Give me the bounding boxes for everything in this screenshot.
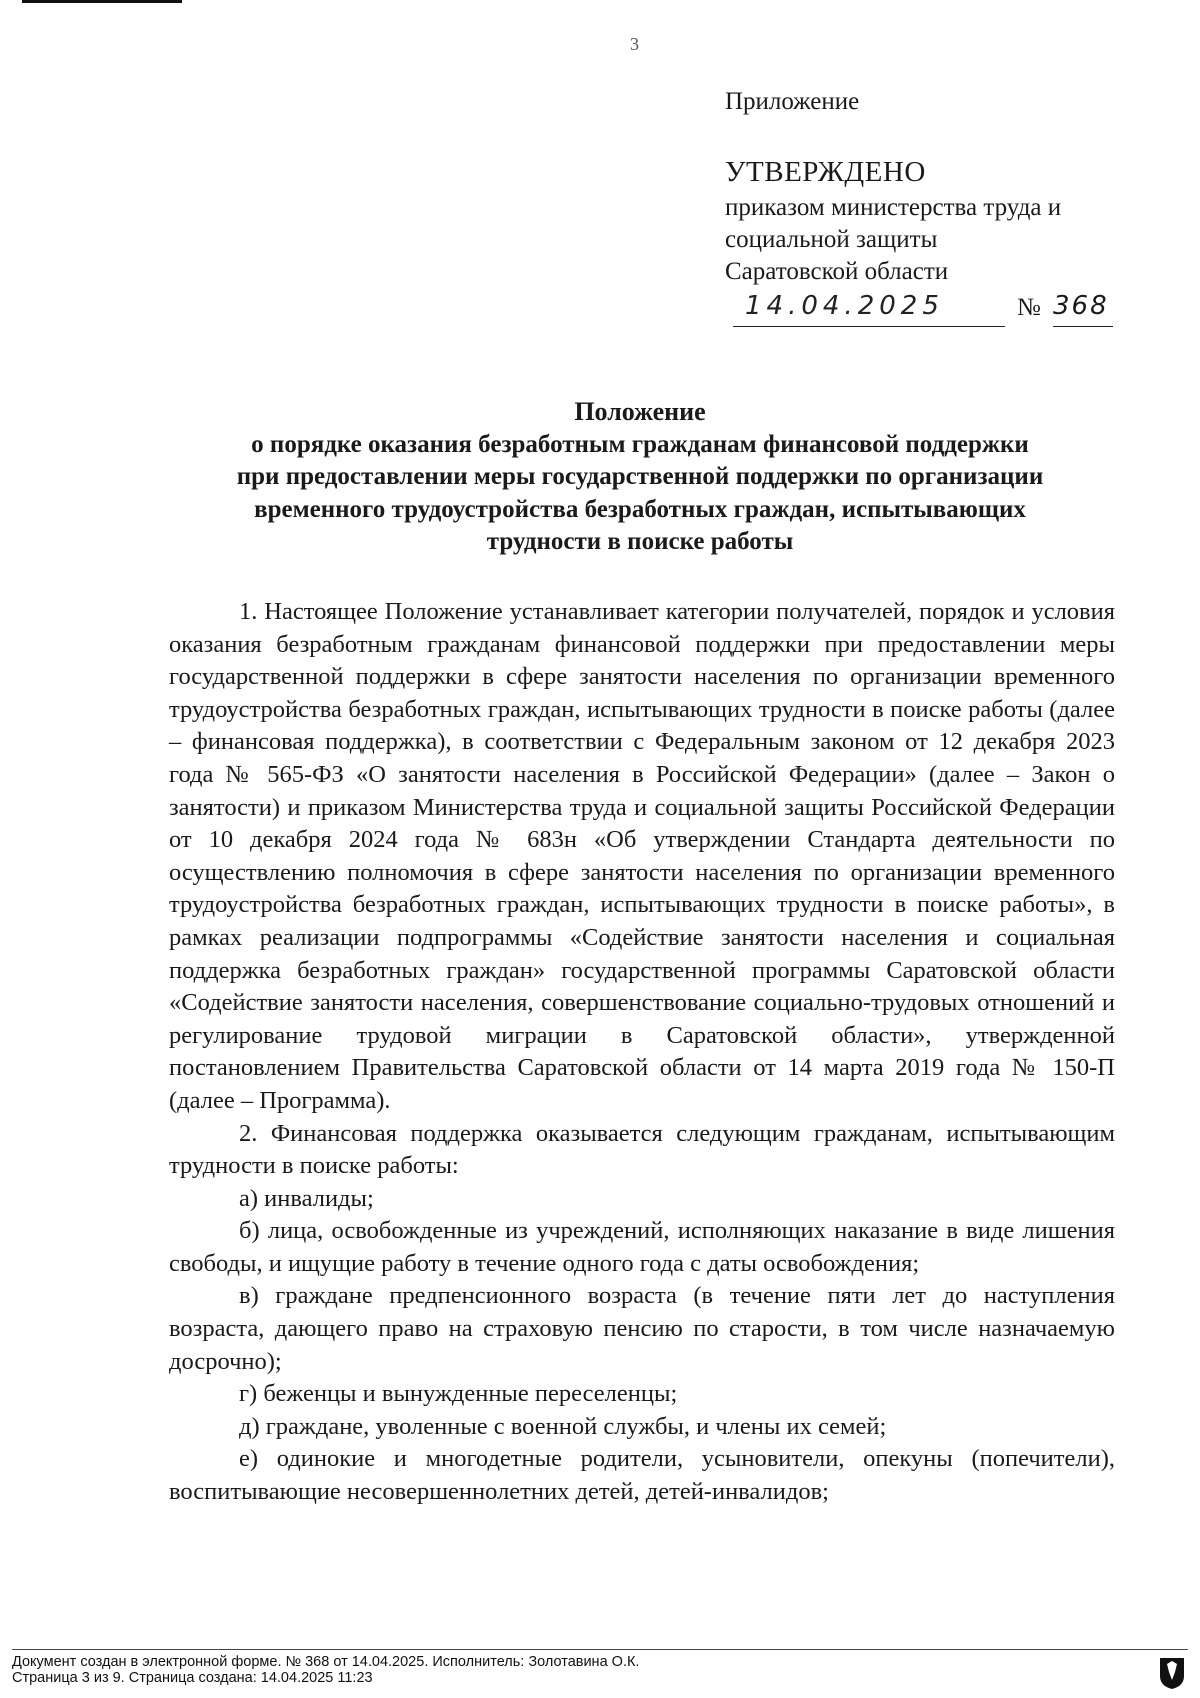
order-number-handwritten: 368 xyxy=(1053,290,1113,327)
footer-line: Документ создан в электронной форме. № 368 от 14.04.2025. Исполнитель: Золотавина О.К. xyxy=(12,1654,640,1670)
list-item: б) лица, освобожденные из учреждений, исполняющих наказание в виде лишения свободы, и ищущие работу в течение одного года с даты освобождения; xyxy=(169,1217,1115,1277)
title-line: при предоставлении меры государственной поддержки по организации xyxy=(236,463,1044,490)
order-signature-row xyxy=(725,290,1165,330)
title-line: временного трудоустройства безработных граждан, испытывающих xyxy=(254,495,1026,523)
list-item: е) одинокие и многодетные родители, усыновители, опекуны (попечители), воспитывающие несовершеннолетних детей, детей-инвалидов; xyxy=(169,1445,1115,1506)
paragraph: 2. Финансовая поддержка оказывается следующим гражданам, испытывающим трудности в поиске работы: xyxy=(169,1119,1115,1180)
approval-line: Саратовской области xyxy=(725,258,949,285)
footer-line: Страница 3 из 9. Страница создана: 14.04.2025 11:23 xyxy=(12,1670,373,1686)
document-title xyxy=(160,396,1120,559)
order-date-handwritten: 14.04.2025 xyxy=(733,290,1005,327)
list-item: г) беженцы и вынужденные переселенцы; xyxy=(239,1380,678,1408)
order-number-label: № xyxy=(1017,294,1041,321)
title-line: о порядке оказания безработным гражданам финансовой поддержки xyxy=(251,430,1029,458)
page-number: 3 xyxy=(630,34,639,54)
approval-line: приказом министерства труда и xyxy=(725,194,1062,221)
approval-line: социальной защиты xyxy=(725,226,938,253)
list-item: д) граждане, уволенные с военной службы, и члены их семей; xyxy=(239,1412,887,1440)
coat-of-arms-icon xyxy=(1158,1656,1186,1690)
title-line: трудности в поиске работы xyxy=(486,528,794,555)
electronic-document-footer xyxy=(12,1649,1188,1686)
paragraph: 1. Настоящее Положение устанавливает категории получателей, порядок и условия оказания безработным гражданам финансовой поддержки при предоставлении меры государственной поддержки в сфере занятости населения по организации временного трудоустройства безработных граждан, испытывающих трудности в поиске работы (далее – финансовая поддержка), в соответствии с Федеральным законом от 12 декабря 2023 года № 565-ФЗ «О занятости населения в Российской Федерации» (далее – Закон о занятости) и приказом Министерства труда и социальной защиты Российской Федерации от 10 декабря 2024 года № 683н «Об утверждении Стандарта деятельности по осуществлению полномочия в сфере занятости населения по организации временного трудоустройства безработных граждан, испытывающих трудности в поиске работы», в рамках реализации подпрограммы «Содействие занятости населения и социальная поддержка безработных граждан» государственной программы Саратовской области «Содействие занятости населения, совершенствование социально-трудовых отношений и регулирование трудовой миграции в Саратовской области», утвержденной постановлением Правительства Саратовской области от 14 марта 2019 года № 150-П (далее – Программа). xyxy=(169,598,1115,1114)
appendix-label: Приложение xyxy=(725,88,860,115)
title-main: Положение xyxy=(574,397,706,426)
top-rule xyxy=(22,0,182,3)
document-body xyxy=(169,596,1115,1509)
approved-label: УТВЕРЖДЕНО xyxy=(725,156,926,188)
list-item: а) инвалиды; xyxy=(239,1184,374,1212)
list-item: в) граждане предпенсионного возраста (в течение пяти лет до наступления возраста, дающего право на страховую пенсию по старости, в том числе назначаемую досрочно); xyxy=(169,1282,1115,1375)
approval-block xyxy=(725,86,1165,330)
